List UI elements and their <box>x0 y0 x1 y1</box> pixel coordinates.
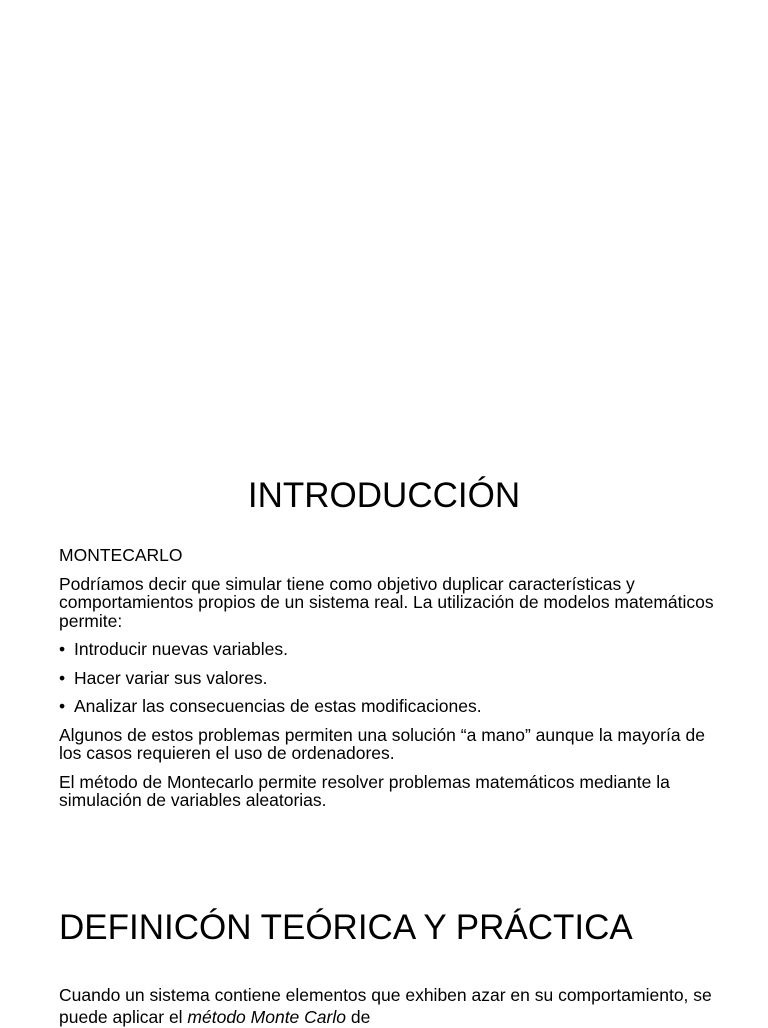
bullet-list <box>59 640 719 716</box>
list-item-text: Introducir nuevas variables. <box>74 639 288 659</box>
section-heading: DEFINICÓN TEÓRICA Y PRÁCTICA <box>59 908 633 947</box>
section-label: MONTECARLO <box>59 545 183 565</box>
definition-text-italic: método Monte Carlo <box>187 1007 346 1027</box>
paragraph-montecarlo-method: El método de Montecarlo permite resolver problemas matemáticos mediante la simulación de variables aleatorias. <box>59 771 670 810</box>
list-item <box>59 697 719 716</box>
paragraph-manual-solution: Algunos de estos problemas permiten una solución “a mano” aunque la mayoría de los casos requieren el uso de ordenadores. <box>59 724 705 763</box>
bullet-icon: • <box>59 696 66 716</box>
slide-body <box>59 546 719 820</box>
definition-text-start: Cuando un sistema contiene elementos que exhiben azar en su comportamiento, se puede aplicar el <box>59 985 712 1027</box>
list-item <box>59 640 719 659</box>
slide-title: INTRODUCCIÓN <box>247 476 521 515</box>
bullet-icon: • <box>59 639 66 659</box>
bullet-icon: • <box>59 667 66 688</box>
list-item <box>59 669 719 688</box>
intro-paragraph: Podríamos decir que simular tiene como objetivo duplicar características y comportamientos propios de un sistema real. La utilización de modelos matemáticos permite: <box>59 573 714 631</box>
definition-text-end: de <box>345 1007 371 1027</box>
list-item-text: Analizar las consecuencias de estas modificaciones. <box>74 696 482 716</box>
list-item-text: Hacer variar sus valores. <box>74 667 268 688</box>
definition-paragraph <box>59 984 719 1028</box>
